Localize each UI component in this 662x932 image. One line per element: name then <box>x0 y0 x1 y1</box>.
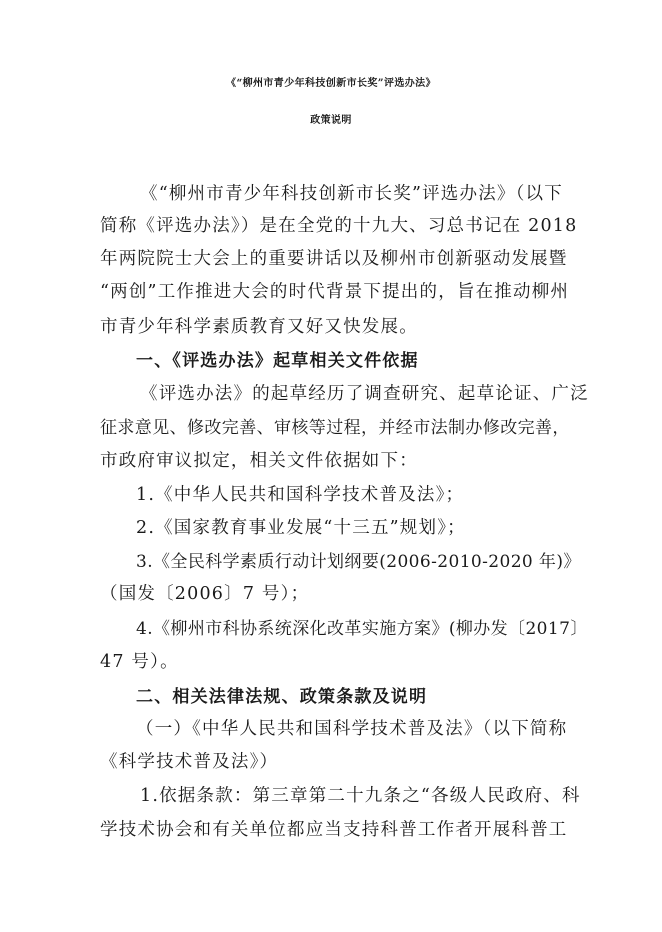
reference-item: 2.《国家教育事业发展“十三五”规划》； <box>136 518 466 538</box>
section2-subheading-line: （一）《中华人民共和国科学技术普及法》（以下简称 <box>136 719 568 739</box>
section1-heading: 一、《评选办法》起草相关文件依据 <box>136 351 419 371</box>
document-title-line2: 政策说明 <box>310 115 352 126</box>
intro-line: 简称《评选办法》）是在全党的十九大、习总书记在 2018 <box>100 216 578 236</box>
section1-paragraph-line: 《评选办法》的起草经历了调查研究、起草论证、广泛 <box>140 384 589 404</box>
intro-line: “两创”工作推进大会的时代背景下提出的，旨在推动柳州 <box>100 282 570 302</box>
reference-item: 4.《柳州市科协系统深化改革实施方案》(柳办发〔2017〕 <box>136 619 588 639</box>
section2-subheading-line: 《科学技术普及法》） <box>100 752 279 772</box>
section1-paragraph-line: 征求意见、修改完善、审核等过程，并经市法制办修改完善， <box>100 418 570 438</box>
intro-line: 市青少年科学素质教育又好又快发展。 <box>100 317 418 337</box>
reference-item: （国发〔2006〕7 号）； <box>100 584 310 604</box>
clause-line: 学技术协会和有关单位都应当支持科普工作者开展科普工 <box>100 820 568 840</box>
clause-line: 1.依据条款：第三章第二十九条之“各级人民政府、科 <box>140 786 581 806</box>
reference-item: 47 号）。 <box>100 652 179 672</box>
reference-item: 1.《中华人民共和国科学技术普及法》； <box>136 485 465 505</box>
document-title-line1: 《“柳州市青少年科技创新市长奖”评选办法》 <box>226 78 436 89</box>
reference-item: 3.《全民科学素质行动计划纲要(2006-2010-2020 年)》 <box>136 552 581 572</box>
section1-paragraph-line: 市政府审议拟定，相关文件依据如下： <box>100 451 418 471</box>
intro-line: 年两院院士大会上的重要讲话以及柳州市创新驱动发展暨 <box>100 249 568 269</box>
section2-heading: 二、相关法律法规、政策条款及说明 <box>136 687 428 707</box>
intro-line: 《“柳州市青少年科技创新市长奖”评选办法》（以下 <box>140 184 563 204</box>
